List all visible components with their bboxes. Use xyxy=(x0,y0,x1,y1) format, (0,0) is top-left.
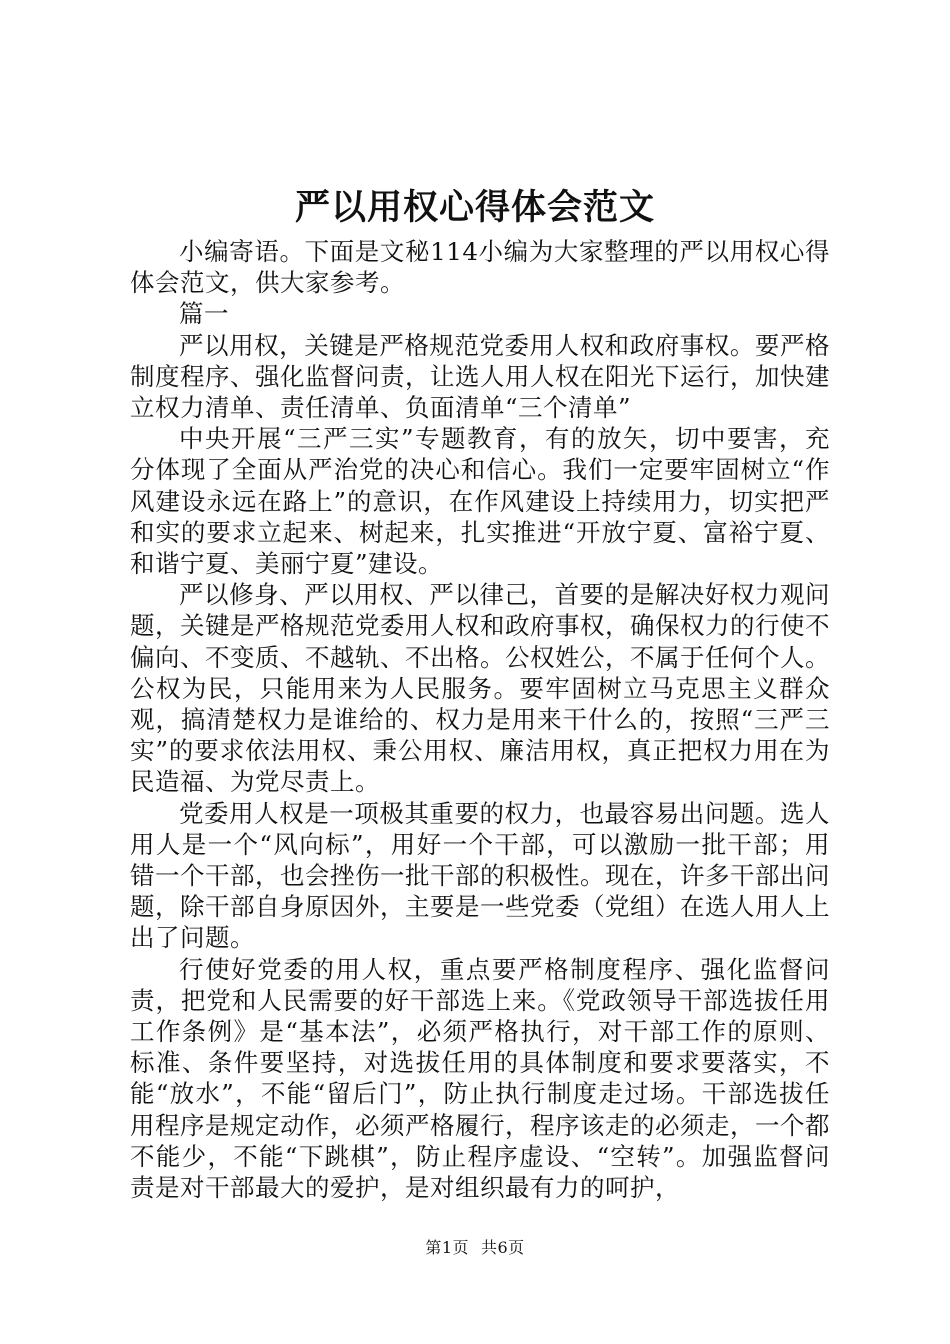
paragraph: 严以用权，关键是严格规范党委用人权和政府事权。要严格制度程序、强化监督问责，让选人用人权在阳光下运行，加快建立权力清单、责任清单、负面清单“三个清单” xyxy=(130,330,830,423)
document-title: 严以用权心得体会范文 xyxy=(294,187,655,228)
paragraph: 行使好党委的用人权，重点要严格制度程序、强化监督问责，把党和人民需要的好干部选上来。《党政领导干部选拔任用工作条例》是“基本法”，必须严格执行，对干部工作的原则、标准、条件要坚持，对选拔任用的具体制度和要求要落实，不能“放水”，不能“留后门”，防止执行制度走过场。干部选拔任用程序是规定动作，必须严格履行，程序该走的必须走，一个都不能少，不能“下跳棋”，防止程序虚设、“空转”。加强监督问责是对干部最大的爱护，是对组织最有力的呵护， xyxy=(130,954,830,1203)
paragraph: 中央开展“三严三实”专题教育，有的放矢，切中要害，充分体现了全面从严治党的决心和信心。我们一定要牢固树立“作风建设永远在路上”的意识，在作风建设上持续用力，切实把严和实的要求立起来、树起来，扎实推进“开放宁夏、富裕宁夏、和谐宁夏、美丽宁夏”建设。 xyxy=(130,424,830,579)
paragraph-section-heading: 篇一 xyxy=(179,299,229,329)
paragraph-intro: 小编寄语。下面是文秘114小编为大家整理的严以用权心得体会范文，供大家参考。 xyxy=(130,237,830,298)
page-total: 共6页 xyxy=(481,1238,525,1257)
document-body xyxy=(130,236,830,1203)
page-footer xyxy=(0,1236,950,1260)
paragraph: 严以修身、严以用权、严以律己，首要的是解决好权力观问题，关键是严格规范党委用人权和政府事权，确保权力的行使不偏向、不变质、不越轨、不出格。公权姓公，不属于任何个人。公权为民，只能用来为人民服务。要牢固树立马克思主义群众观，搞清楚权力是谁给的、权力是用来干什么的，按照“三严三实”的要求依法用权、秉公用权、廉洁用权，真正把权力用在为民造福、为党尽责上。 xyxy=(130,580,830,797)
paragraph: 党委用人权是一项极其重要的权力，也最容易出问题。选人用人是一个“风向标”，用好一个干部，可以激励一批干部；用错一个干部，也会挫伤一批干部的积极性。现在，许多干部出问题，除干部自身原因外，主要是一些党委（党组）在选人用人上出了问题。 xyxy=(130,798,830,953)
page-number: 第1页 xyxy=(425,1238,469,1257)
